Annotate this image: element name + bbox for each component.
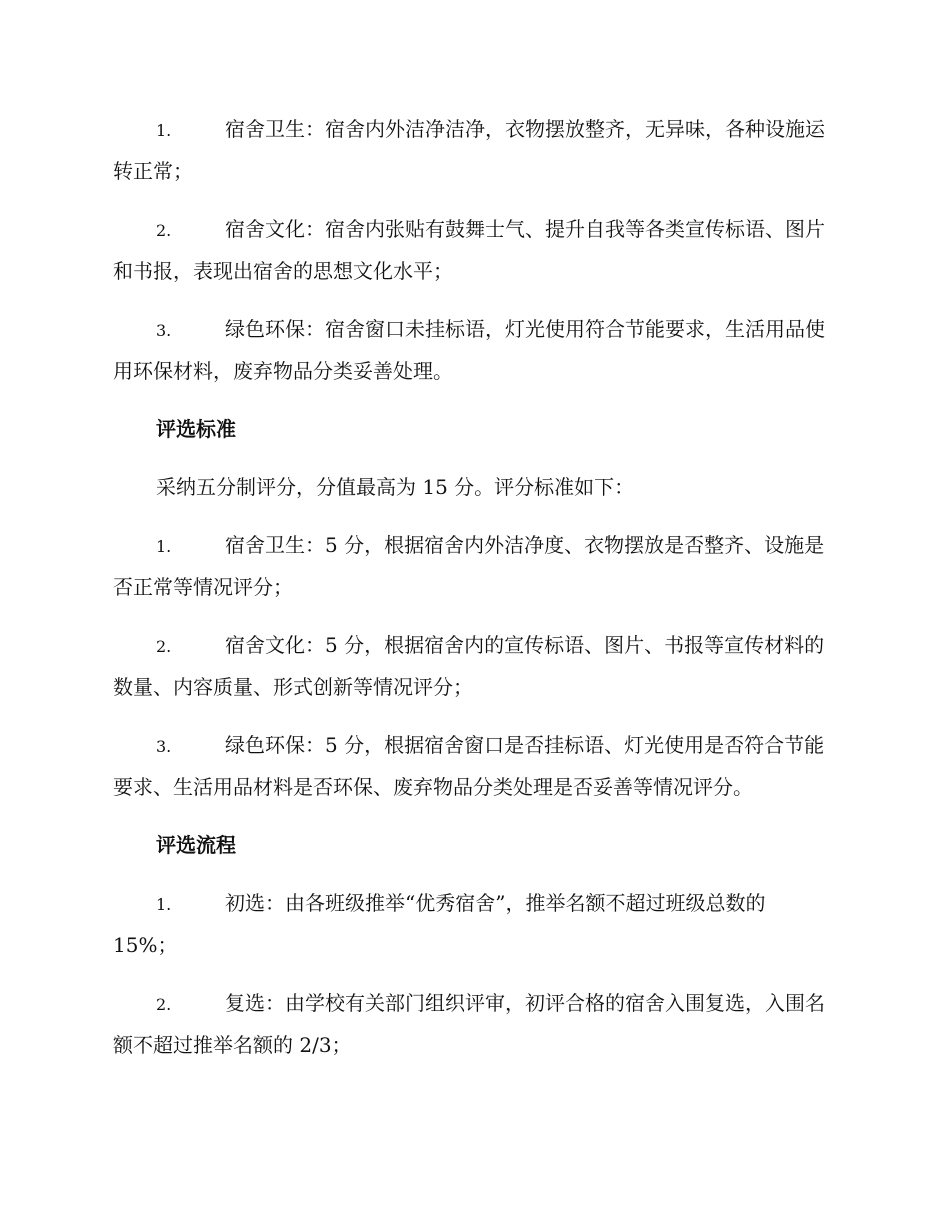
list-number: 1. bbox=[156, 537, 172, 556]
criteria-item-1 bbox=[113, 525, 835, 607]
process-heading: 评选流程 bbox=[156, 833, 236, 857]
criteria-item-3 bbox=[113, 725, 835, 807]
process-item-1 bbox=[113, 883, 835, 965]
criteria-intro: 采纳五分制评分，分值最高为 15 分。评分标准如下： bbox=[156, 475, 635, 499]
list-number: 1. bbox=[156, 895, 172, 914]
list-item-text: 宿舍文化：宿舍内张贴有鼓舞士气、提升自我等各类宣传标语、图片和书报，表现出宿舍的思想文化水平； bbox=[113, 217, 825, 283]
criteria-item-2 bbox=[113, 625, 835, 707]
list-number: 3. bbox=[156, 737, 172, 756]
requirement-item-3 bbox=[113, 309, 835, 391]
process-item-2 bbox=[113, 983, 835, 1065]
list-item-text: 宿舍卫生：宿舍内外洁净洁净，衣物摆放整齐，无异味，各种设施运转正常； bbox=[113, 117, 825, 183]
list-item-text: 绿色环保：宿舍窗口未挂标语，灯光使用符合节能要求，生活用品使用环保材料，废弃物品分类妥善处理。 bbox=[113, 317, 825, 383]
list-number: 2. bbox=[156, 221, 172, 240]
criteria-heading: 评选标准 bbox=[156, 417, 236, 441]
list-item-text: 绿色环保：5 分，根据宿舍窗口是否挂标语、灯光使用是否符合节能要求、生活用品材料是否环保、废弃物品分类处理是否妥善等情况评分。 bbox=[113, 733, 825, 799]
list-number: 2. bbox=[156, 637, 172, 656]
list-item-text: 宿舍文化：5 分，根据宿舍内的宣传标语、图片、书报等宣传材料的数量、内容质量、形式创新等情况评分； bbox=[113, 633, 825, 699]
requirement-item-1 bbox=[113, 109, 835, 191]
list-number: 3. bbox=[156, 321, 172, 340]
list-item-text: 宿舍卫生：5 分，根据宿舍内外洁净度、衣物摆放是否整齐、设施是否正常等情况评分； bbox=[113, 533, 825, 599]
requirement-item-2 bbox=[113, 209, 835, 291]
list-number: 2. bbox=[156, 995, 172, 1014]
list-item-text: 初选：由各班级推举“优秀宿舍”，推举名额不超过班级总数的 15%； bbox=[113, 891, 766, 957]
list-item-text: 复选：由学校有关部门组织评审，初评合格的宿舍入围复选，入围名额不超过推举名额的 2/3； bbox=[113, 991, 825, 1057]
list-number: 1. bbox=[156, 121, 172, 140]
